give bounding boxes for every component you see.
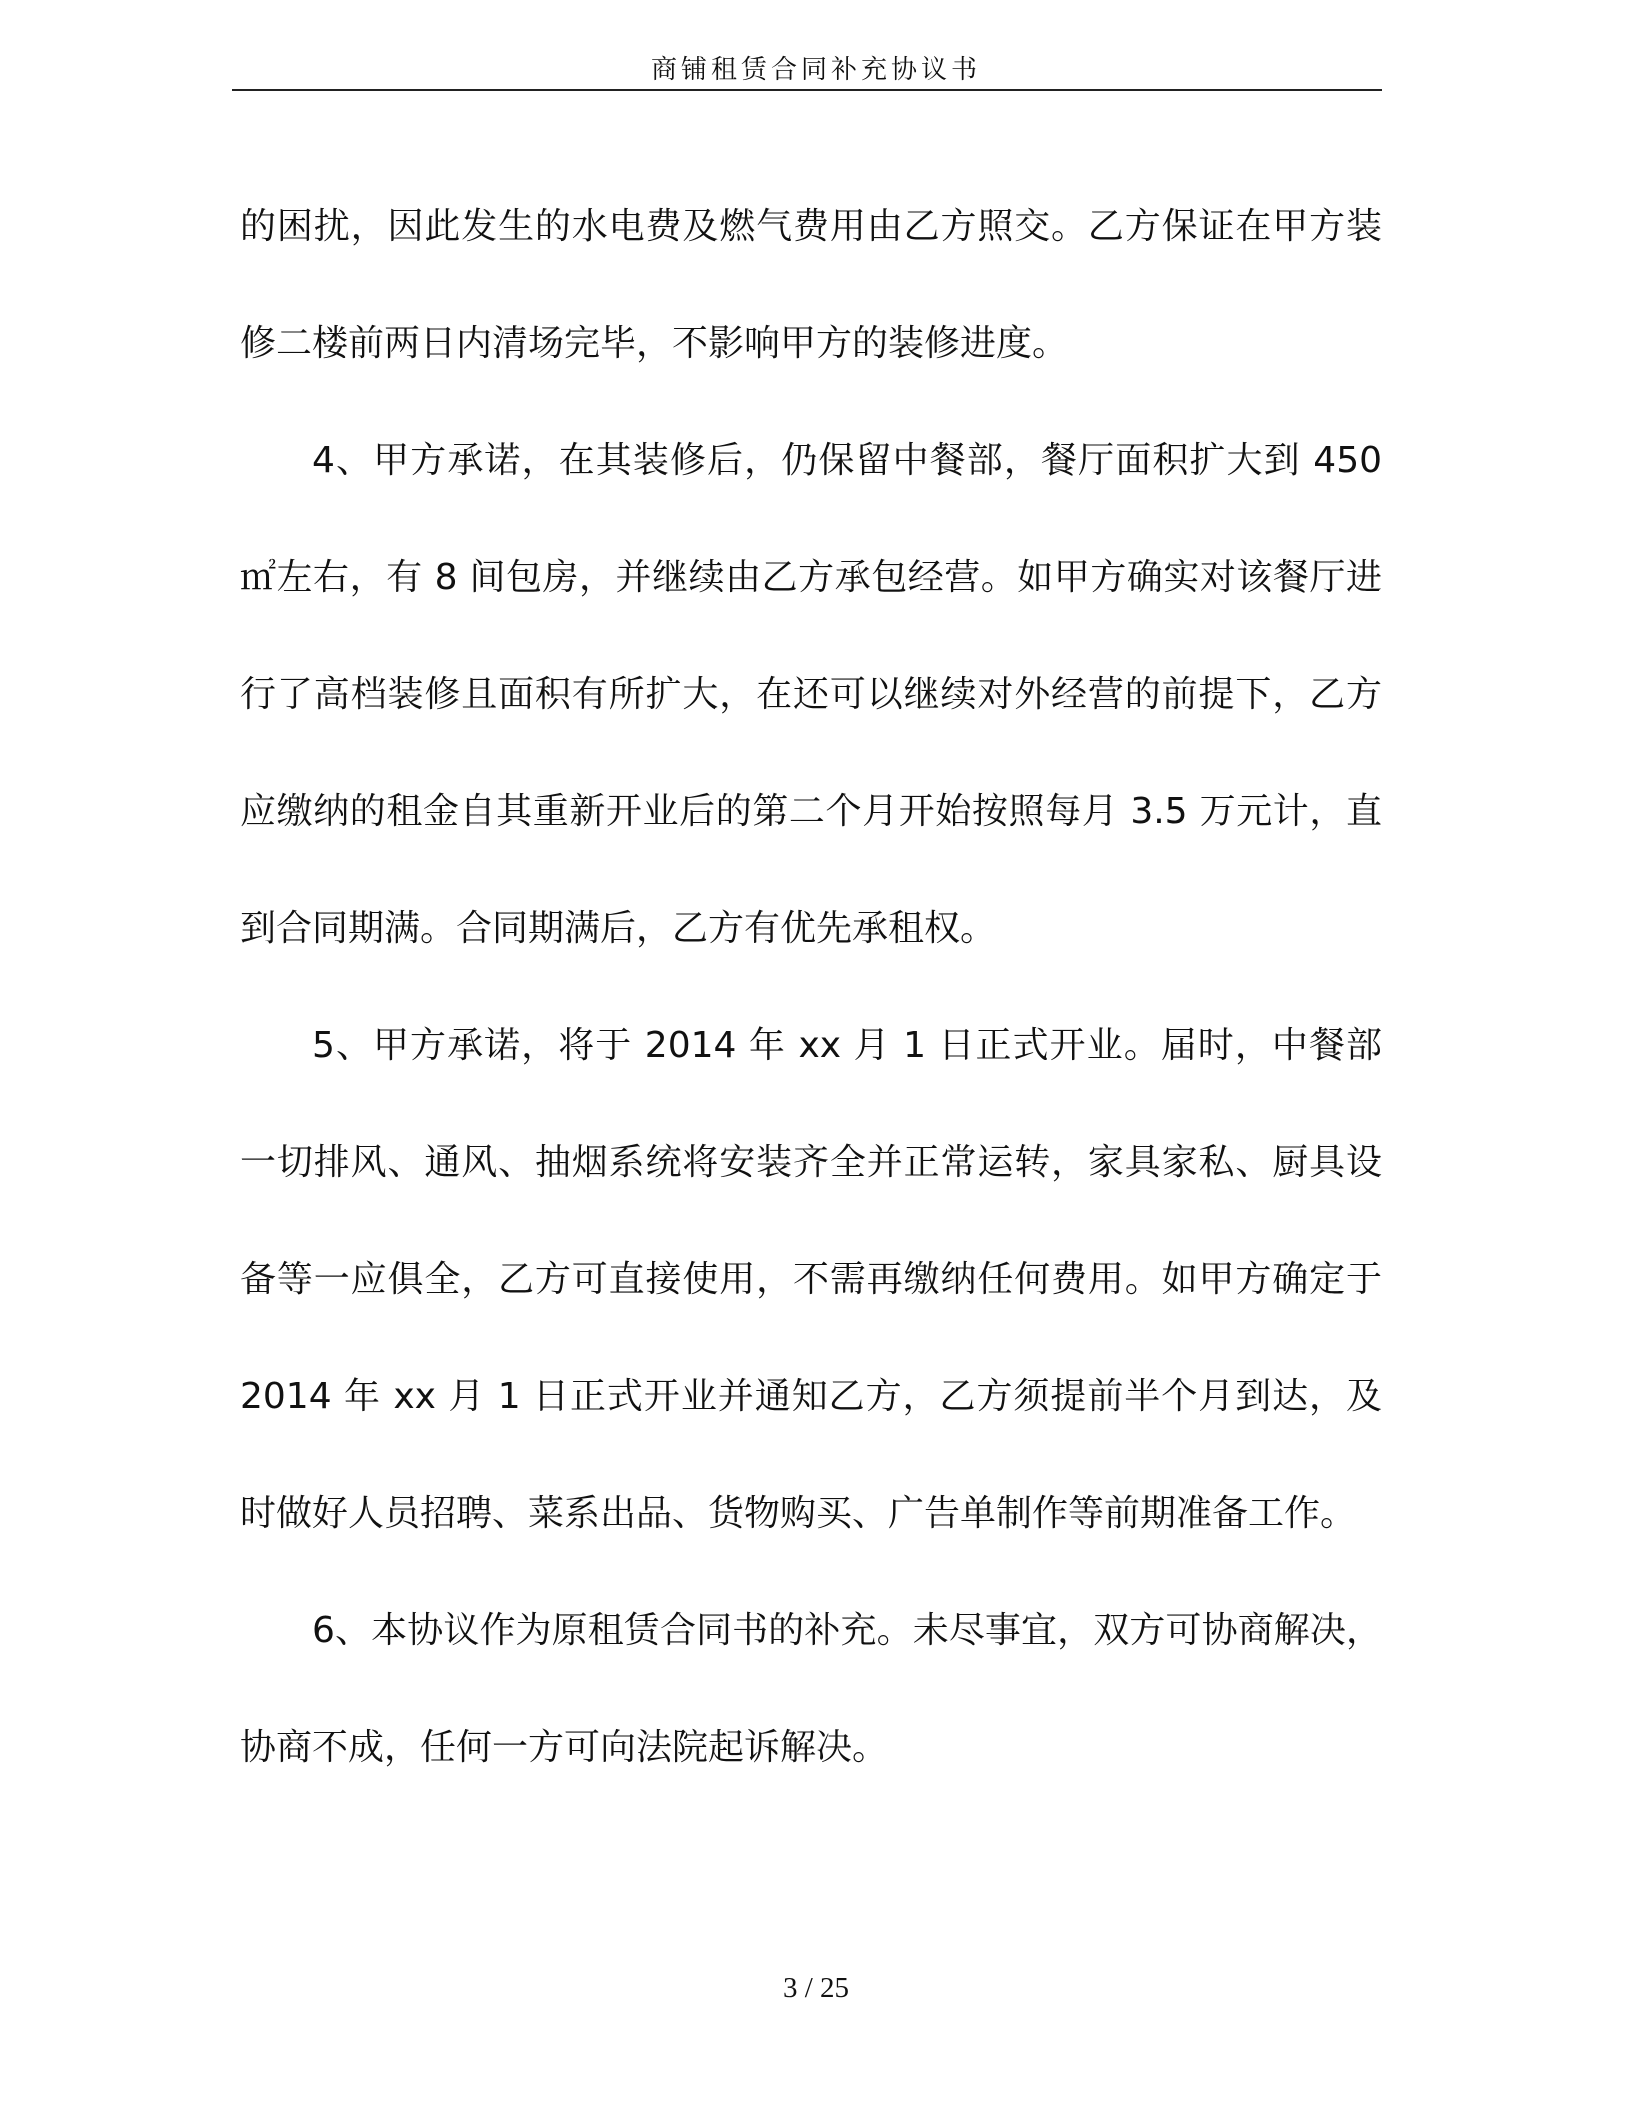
paragraph-continuation: 的困扰，因此发生的水电费及燃气费用由乙方照交。乙方保证在甲方装修二楼前两日内清场完毕，不影响甲方的装修进度。: [240, 206, 1382, 364]
paragraph-clause-4: 4、甲方承诺，在其装修后，仍保留中餐部，餐厅面积扩大到 450㎡左右，有 8 间包房，并继续由乙方承包经营。如甲方确实对该餐厅进行了高档装修且面积有所扩大，在还可以继续对外经营的前提下，乙方应缴纳的租金自其重新开业后的第二个月开始按照每月 3.5 万元计，直到合同期满。合同期满后，乙方有优先承租权。: [240, 440, 1382, 949]
page-number: 3 / 25: [782, 1972, 850, 2004]
paragraph-clause-5: 5、甲方承诺，将于 2014 年 xx 月 1 日正式开业。届时，中餐部一切排风、通风、抽烟系统将安装齐全并正常运转，家具家私、厨具设备等一应俱全，乙方可直接使用，不需再缴纳任何费用。如甲方确定于 2014 年 xx 月 1 日正式开业并通知乙方，乙方须提前半个月到达，及时做好人员招聘、菜系出品、货物购买、广告单制作等前期准备工作。: [240, 1025, 1382, 1534]
paragraph-clause-6: 6、本协议作为原租赁合同书的补充。未尽事宜，双方可协商解决，协商不成，任何一方可向法院起诉解决。: [240, 1610, 1382, 1768]
header-divider: [232, 89, 1382, 91]
running-header-title: 商铺租赁合同补充协议书: [650, 55, 981, 85]
document-body: [240, 168, 1382, 1806]
